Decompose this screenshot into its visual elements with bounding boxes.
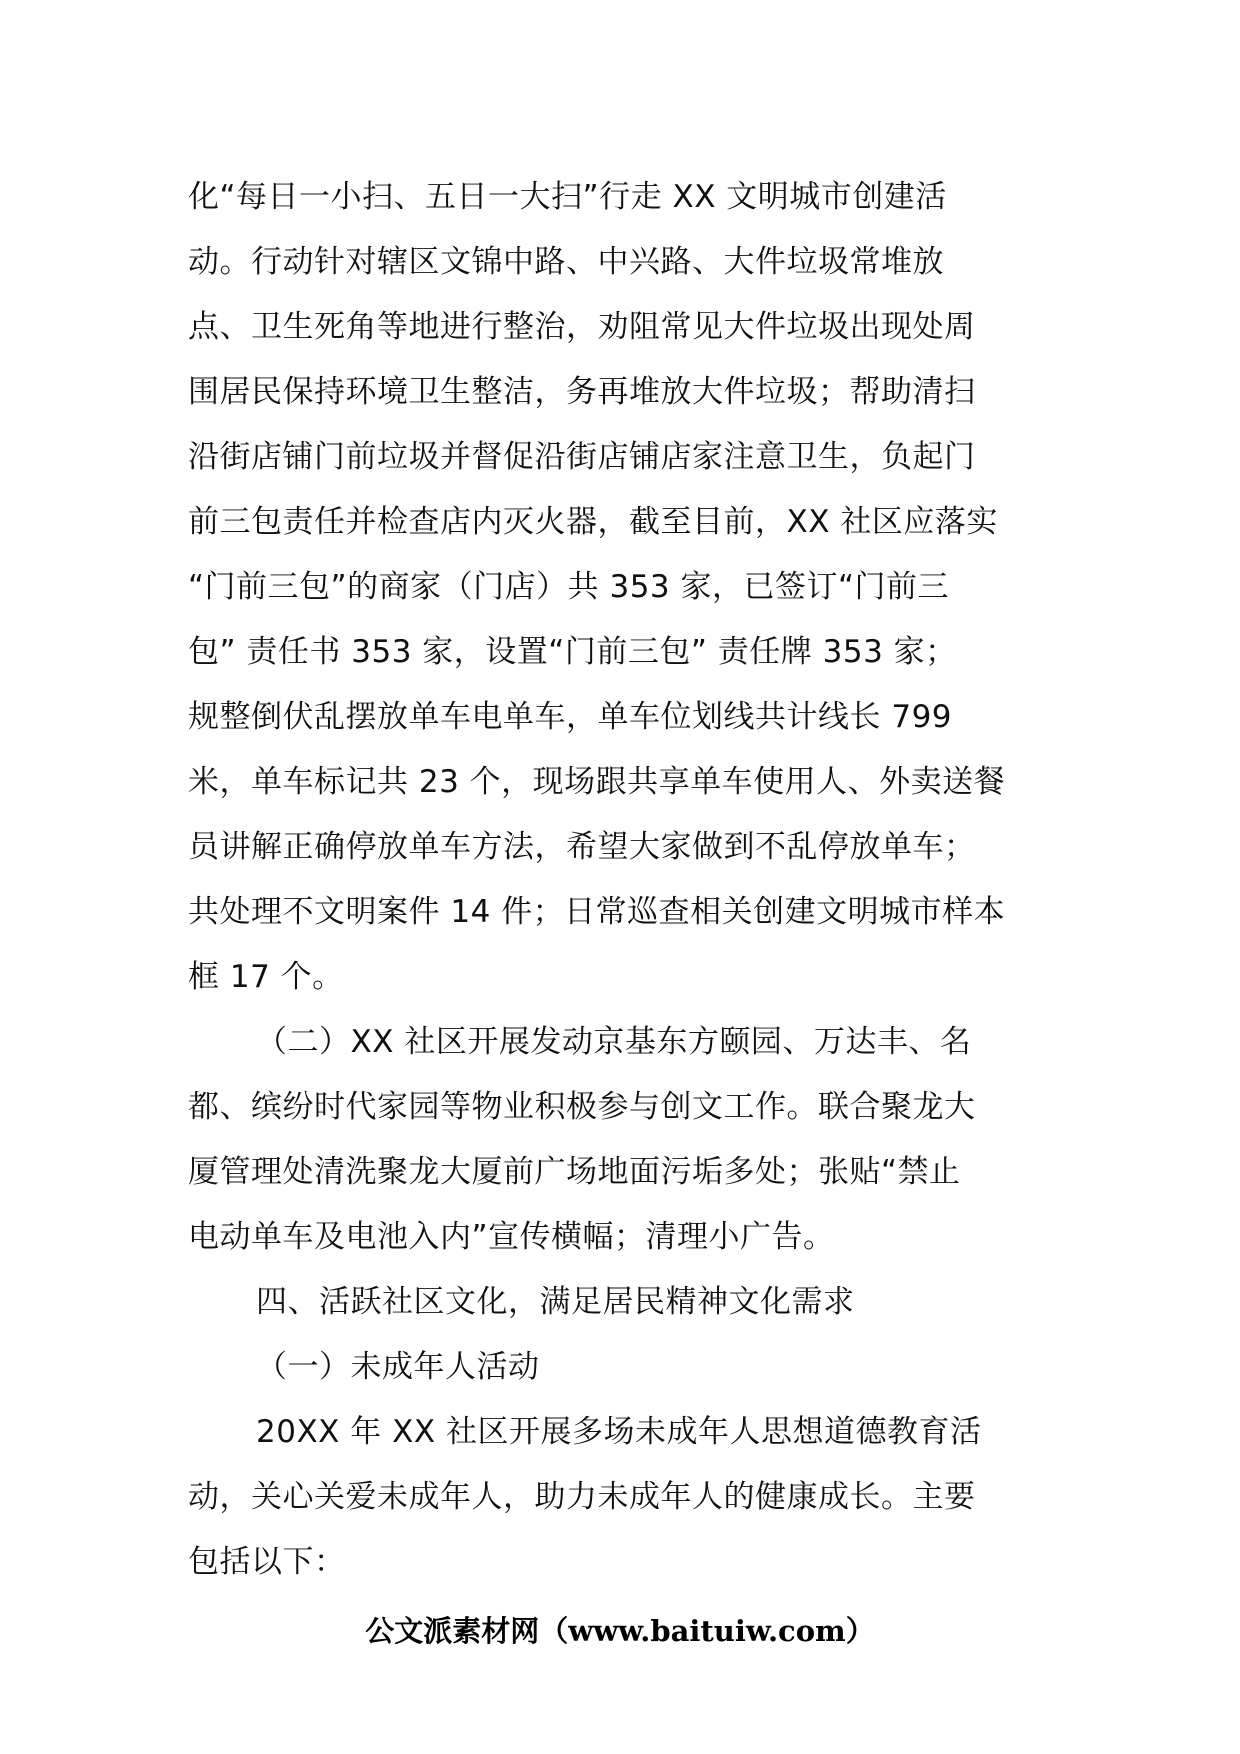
footer-watermark-text: 公文派素材网（www.baituiw.com） xyxy=(365,1614,875,1648)
paragraph-start-line: 20XX 年 XX 社区开展多场未成年人思想道德教育活 xyxy=(256,1414,982,1450)
document-body xyxy=(188,165,1056,1595)
body-line: 规整倒伏乱摆放单车电单车，单车位划线共计线长 799 xyxy=(188,699,953,735)
body-line: 前三包责任并检查店内灭火器，截至目前，XX 社区应落实 xyxy=(188,504,998,540)
section-heading: 四、活跃社区文化，满足居民精神文化需求 xyxy=(256,1284,855,1320)
body-line: 共处理不文明案件 14 件；日常巡查相关创建文明城市样本 xyxy=(188,894,1006,930)
body-line: 员讲解正确停放单车方法，希望大家做到不乱停放单车； xyxy=(188,829,976,865)
body-line: 化“每日一小扫、五日一大扫”行走 XX 文明城市创建活 xyxy=(188,179,947,215)
body-line: 动。行动针对辖区文锦中路、中兴路、大件垃圾常堆放 xyxy=(188,244,944,280)
body-line: 米，单车标记共 23 个，现场跟共享单车使用人、外卖送餐 xyxy=(188,764,1006,800)
body-line: 厦管理处清洗聚龙大厦前广场地面污垢多处；张贴“禁止 xyxy=(188,1154,961,1190)
body-line: 都、缤纷时代家园等物业积极参与创文工作。联合聚龙大 xyxy=(188,1089,976,1125)
subsection-heading: （一）未成年人活动 xyxy=(256,1349,540,1385)
paragraph-start-line: （二）XX 社区开展发动京基东方颐园、万达丰、名 xyxy=(256,1024,972,1060)
body-line: “门前三包”的商家（门店）共 353 家，已签订“门前三 xyxy=(188,569,950,605)
body-line: 包” 责任书 353 家，设置“门前三包” 责任牌 353 家； xyxy=(188,634,957,670)
body-line: 点、卫生死角等地进行整治，劝阻常见大件垃圾出现处周 xyxy=(188,309,976,345)
body-line: 包括以下： xyxy=(188,1544,346,1580)
body-line: 电动单车及电池入内”宣传横幅；清理小广告。 xyxy=(188,1219,835,1255)
body-line: 沿街店铺门前垃圾并督促沿街店铺店家注意卫生，负起门 xyxy=(188,439,976,475)
body-line: 框 17 个。 xyxy=(188,959,344,995)
body-line: 动，关心关爱未成年人，助力未成年人的健康成长。主要 xyxy=(188,1479,976,1515)
body-line: 围居民保持环境卫生整洁，务再堆放大件垃圾；帮助清扫 xyxy=(188,374,976,410)
